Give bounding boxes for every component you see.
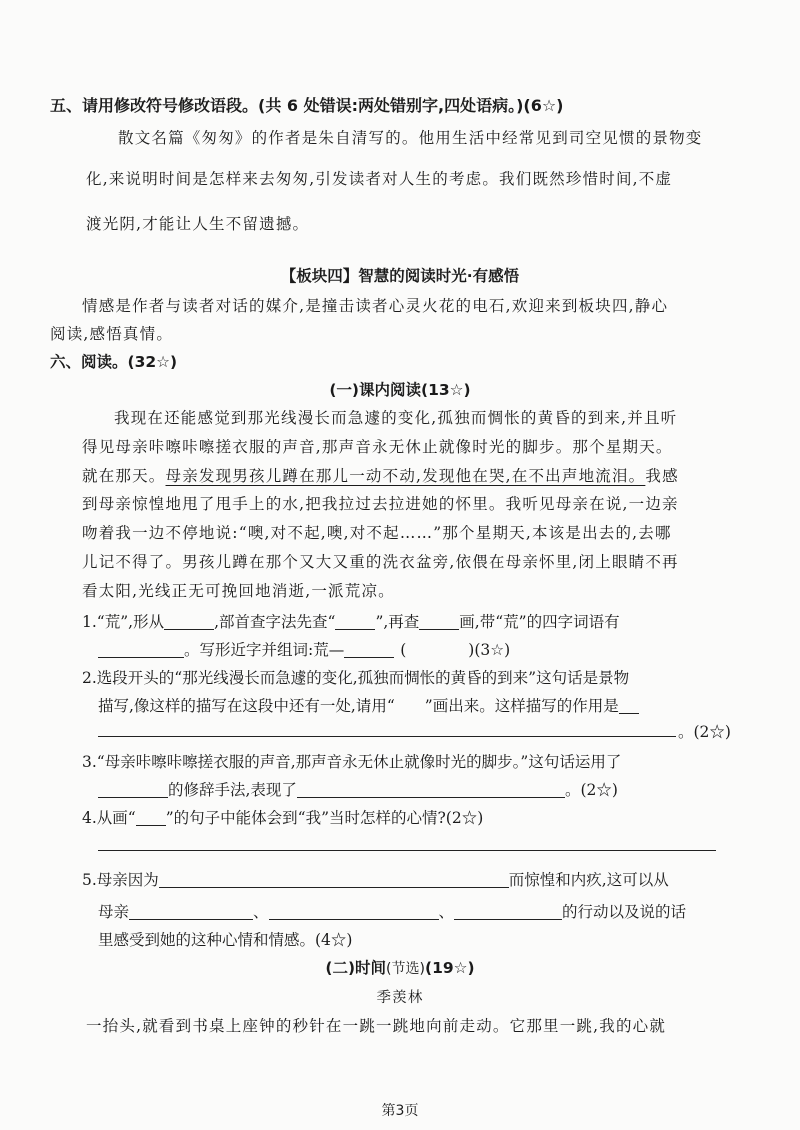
q1-text-b: ,部首查字法先查“ (214, 613, 336, 631)
question-1-line-2 (98, 640, 510, 660)
section5-heading: 五、请用修改符号修改语段。(共 6 处错误:两处错别字,四处语病。)(6☆) (50, 96, 564, 115)
question-2-line-2 (98, 696, 639, 716)
q1-text-g: )(3☆) (468, 641, 511, 659)
q5-blank-reason[interactable] (159, 871, 509, 888)
block4-intro-line-1: 情感是作者与读者对话的媒介,是撞击读者心灵火花的电石,欢迎来到板块四,静心 (82, 297, 669, 315)
passage-line-3 (82, 466, 679, 486)
q5-text-a: 5.母亲因为 (82, 871, 159, 889)
q1-text-c: ”,再查 (375, 613, 420, 631)
q5-text-d: 、 (253, 903, 269, 921)
passage-line-5: 吻着我一边不停地说:“噢,对不起,噢,对不起……”那个星期天,本该是出去的,去哪 (82, 524, 672, 542)
q1-blank-idiom[interactable] (98, 641, 184, 658)
underlined-sentence: 母亲发现男孩儿蹲在那儿一动不动,发现他在哭,在不出声地流泪。 (165, 467, 646, 485)
q1-text-a: 1.“荒”,形从 (82, 613, 165, 631)
q5-text-e: 、 (438, 903, 455, 921)
block4-intro-line-2: 阅读,感悟真情。 (50, 325, 174, 343)
question-3-line-1: 3.“母亲咔嚓咔嚓搓衣服的声音,那声音永无休止就像时光的脚步。”这句话运用了 (82, 753, 622, 771)
question-5-line-3: 里感受到她的这种心情和情感。(4☆) (98, 931, 353, 949)
question-4-line (82, 808, 483, 828)
question-3-line-2 (98, 780, 618, 800)
q1-blank-similar-char[interactable] (344, 641, 394, 658)
section6-heading: 六、阅读。(32☆) (50, 353, 178, 371)
section5-para-line-3: 渡光阴,才能让人生不留遗撼。 (86, 215, 310, 233)
part2-first-line: 一抬头,就看到书桌上座钟的秒针在一跳一跳地向前走动。它那里一跳,我的心就 (86, 1017, 667, 1035)
q1-blank-radical[interactable] (335, 613, 375, 630)
q2-text-a: 描写,像这样的描写在这段中还有一处,请用“ (98, 697, 395, 715)
passage-line-4: 到母亲惊惶地甩了甩手上的水,把我拉过去拉进她的怀里。我听见母亲在说,一边亲 (82, 495, 679, 513)
q5-text-c: 母亲 (98, 903, 130, 921)
q1-text-d: 画,带“荒”的四字词语有 (459, 613, 620, 631)
q5-text-b: 而惊惶和内疚,这可以从 (508, 871, 669, 889)
section5-para-line-1: 散文名篇《匆匆》的作者是朱自清写的。他用生活中经常见到司空见惯的景物变 (118, 129, 703, 147)
passage-line-1: 我现在还能感觉到那光线漫长而急遽的变化,孤独而惆怅的黄昏的到来,并且听 (114, 409, 678, 427)
block4-title: 【板块四】智慧的阅读时光·有感悟 (280, 267, 520, 285)
question-2-line-1: 2.选段开头的“那光线漫长而急遽的变化,孤独而惆怅的黄昏的到来”这句话是景物 (82, 669, 630, 687)
passage-line-3-start: 就在那天。 (82, 467, 166, 485)
part2-note: (节选) (386, 961, 425, 977)
passage-line-2: 得见母亲咔嚓咔嚓搓衣服的声音,那声音永无休止就像时光的脚步。那个星期天。 (82, 438, 673, 456)
part2-title-text: (二)时间 (325, 959, 387, 977)
question-5-line-2 (98, 902, 686, 922)
wavy-line-symbol (395, 696, 425, 716)
q4-underline-symbol (136, 809, 166, 826)
q1-blank-strokes[interactable] (419, 613, 459, 630)
question-1-line-1 (82, 612, 620, 632)
passage-line-3-end: 我感 (645, 467, 679, 485)
q5-blank-action-2[interactable] (269, 903, 439, 920)
page-number: 第3页 (381, 1103, 419, 1119)
q4-answer-line[interactable] (98, 850, 716, 851)
q2-answer-line[interactable] (98, 736, 676, 737)
part2-author: 季羡林 (376, 990, 424, 1006)
part1-title: (一)课内阅读(13☆) (329, 381, 471, 399)
section5-para-line-2: 化,来说明时间是怎样来去匆匆,引发读者对人生的考虑。我们既然珍惜时间,不虚 (86, 170, 673, 188)
passage-line-6: 儿记不得了。男孩儿蹲在那个又大又重的洗衣盆旁,依偎在母亲怀里,闭上眼睛不再 (82, 553, 679, 571)
q3-text-a: 的修辞手法,表现了 (168, 781, 297, 799)
q3-blank-effect[interactable] (297, 781, 565, 798)
q5-blank-action-3[interactable] (454, 903, 562, 920)
q1-text-e: 。写形近字并组词:荒— (184, 641, 345, 659)
passage-line-7: 看太阳,光线正无可挽回地消逝,一派荒凉。 (82, 582, 395, 600)
q1-text-f: ( (400, 641, 407, 659)
q2-text-b: ”画出来。这样描写的作用是 (424, 697, 619, 715)
part2-stars: (19☆) (424, 959, 475, 977)
q1-blank-form[interactable] (164, 613, 214, 630)
q4-text-a: 4.从画“ (82, 809, 136, 827)
q5-text-f: 的行动以及说的话 (562, 903, 687, 921)
q4-text-b: ”的句子中能体会到“我”当时怎样的心情?(2☆) (165, 809, 484, 827)
q5-blank-action-1[interactable] (129, 903, 253, 920)
q2-points: 。(2☆) (678, 723, 731, 741)
question-5-line-1 (82, 870, 669, 890)
q3-text-b: 。(2☆) (564, 781, 618, 799)
part2-title (0, 958, 800, 979)
q3-blank-rhetoric[interactable] (98, 781, 168, 798)
q2-blank-start[interactable] (619, 697, 639, 714)
